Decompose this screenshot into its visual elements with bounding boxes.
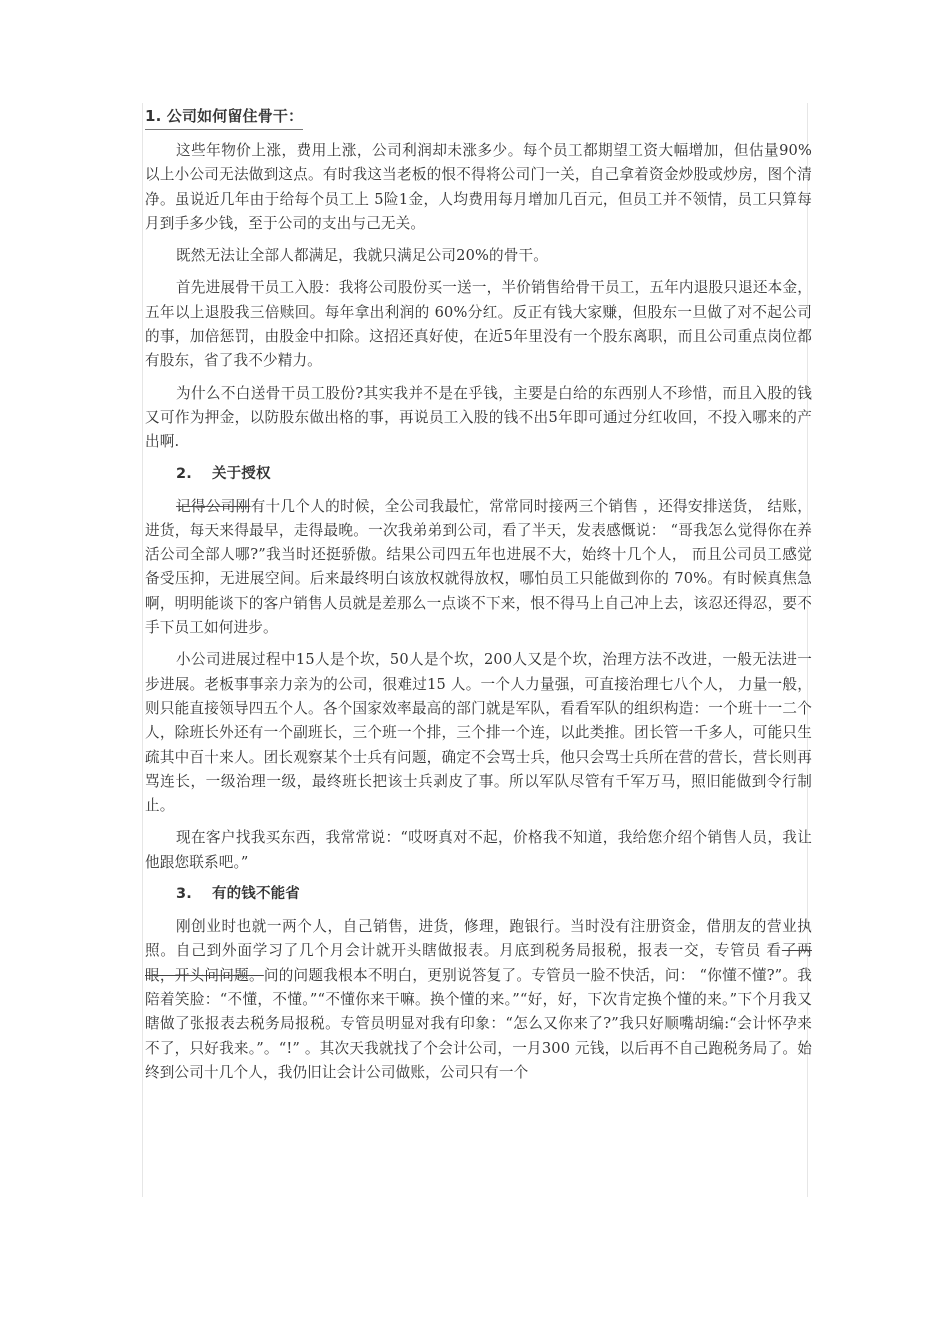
- section-2-heading: [145, 463, 812, 485]
- section-2-paragraph-1: [145, 495, 812, 641]
- page-border-left: [142, 103, 143, 1197]
- section-1-paragraph-1: 这些年物价上涨，费用上涨，公司利润却未涨多少。每个员工都期望工资大幅增加，但估量90%以上小公司无法做到这点。有时我这当老板的恨不得将公司门一关，自己拿着资金炒股或炒房，图个清净。虽说近几年由于给每个员工上 5险1金，人均费用每月增加几百元，但员工并不领情，员工只算每月到手多少钱，至于公司的支出与己无关。: [145, 142, 812, 232]
- section-3-heading: [145, 883, 812, 905]
- struck-text-2: 了两眼，开头问问题。: [145, 942, 812, 984]
- section-3-number: 3.: [176, 886, 192, 903]
- section-3-paragraph-1: [145, 915, 812, 1085]
- section-2-paragraph-1-text: 有十几个人的时候，全公司我最忙，常常同时接两三个销售 ，还得安排送货， 结账，进货，每天来得最早，走得最晚。一次我弟弟到公司，看了半天，发表感慨说： “哥我怎么觉得你在养活公司全部人哪?”我当时还挺骄傲。结果公司四五年也进展不大，始终十几个人， 而且公司员工感觉备受压抑，无进展空间。后来最终明白该放权就得放权，哪怕员工只能做到你的 70%。有时候真焦急啊，明明能谈下的客户销售人员就是差那么一点谈不下来，恨不得马上自己冲上去，该忍还得忍，要不手下员工如何进步。: [145, 497, 812, 637]
- section-3-paragraph-1-text-b: 问的问题我根本不明白，更别说答复了。专管员一脸不快活，问： “你懂不懂?”。我陪着笑脸：“不懂，不懂。”“不懂你来干嘛。换个懂的来。”“好，好，下次肯定换个懂的来。”下个月我又瞎做了张报表去税务局报税。专管员明显对我有印象：“怎么又你来了?”我只好顺嘴胡编:“会计怀孕来不了，只好我来。”。“!” 。其次天我就找了个会计公司，一月300 元钱，以后再不自己跑税务局了。始终到公司十几个人，我仍旧让会计公司做账，公司只有一个: [145, 966, 812, 1081]
- section-3-title: 有的钱不能省: [212, 886, 300, 903]
- section-3-paragraph-1-text-a: 刚创业时也就一两个人，自己销售，进货，修理，跑银行。当时没有注册资金，借朋友的营业执照。自己到外面学习了几个月会计就开头瞎做报表。月底到税务局报税，报表一交，专管员 看: [145, 918, 812, 960]
- struck-text: 记得公司刚: [176, 497, 251, 515]
- section-1-title: 1. 公司如何留住骨干：: [145, 104, 303, 130]
- section-2-title: 关于授权: [212, 465, 271, 482]
- section-2-paragraph-2: 小公司进展过程中15人是个坎，50人是个坎，200人又是个坎，治理方法不改进，一般无法进一步进展。老板事事亲力亲为的公司，很难过15 人。一个人力量强，可直接治理七八个人， 力量一般，则只能直接领导四五个人。各个国家效率最高的部门就是军队，看看军队的组织构造：一个班十一二个人，除班长外还有一个副班长，三个班一个排，三个排一个连，以此类推。团长管一千多人，可能只生疏其中百十来人。团长观察某个士兵有问题，确定不会骂士兵，他只会骂士兵所在营的营长，营长则再骂连长，一级治理一级，最终班长把该士兵剥皮了事。所以军队尽管有千军万马，照旧能做到令行制止。: [145, 651, 812, 815]
- section-1-paragraph-3: 首先进展骨干员工入股：我将公司股份买一送一，半价销售给骨干员工，五年内退股只退还本金，五年以上退股我三倍赎回。每年拿出利润的 60%分红。反正有钱大家赚，但股东一旦做了对不起公司的事，加倍惩罚，由股金中扣除。这招还真好使，在近5年里没有一个股东离职，而且公司重点岗位都有股东，省了我不少精力。: [145, 279, 812, 370]
- section-1: [145, 104, 812, 130]
- section-2-number: 2.: [176, 465, 192, 482]
- section-2-paragraph-3: 现在客户找我买东西，我常常说：“哎呀真对不起，价格我不知道，我给您介绍个销售人员，我让他跟您联系吧。”: [145, 829, 812, 871]
- section-1-paragraph-2: 既然无法让全部人都满足，我就只满足公司20%的骨干。: [176, 247, 548, 265]
- section-1-paragraph-4: 为什么不白送骨干员工股份?其实我并不是在乎钱，主要是白给的东西别人不珍惜，而且入股的钱又可作为押金，以防股东做出格的事，再说员工入股的钱不出5年即可通过分红收回，不投入哪来的产出啊.: [145, 384, 812, 451]
- document-body: [145, 104, 812, 1093]
